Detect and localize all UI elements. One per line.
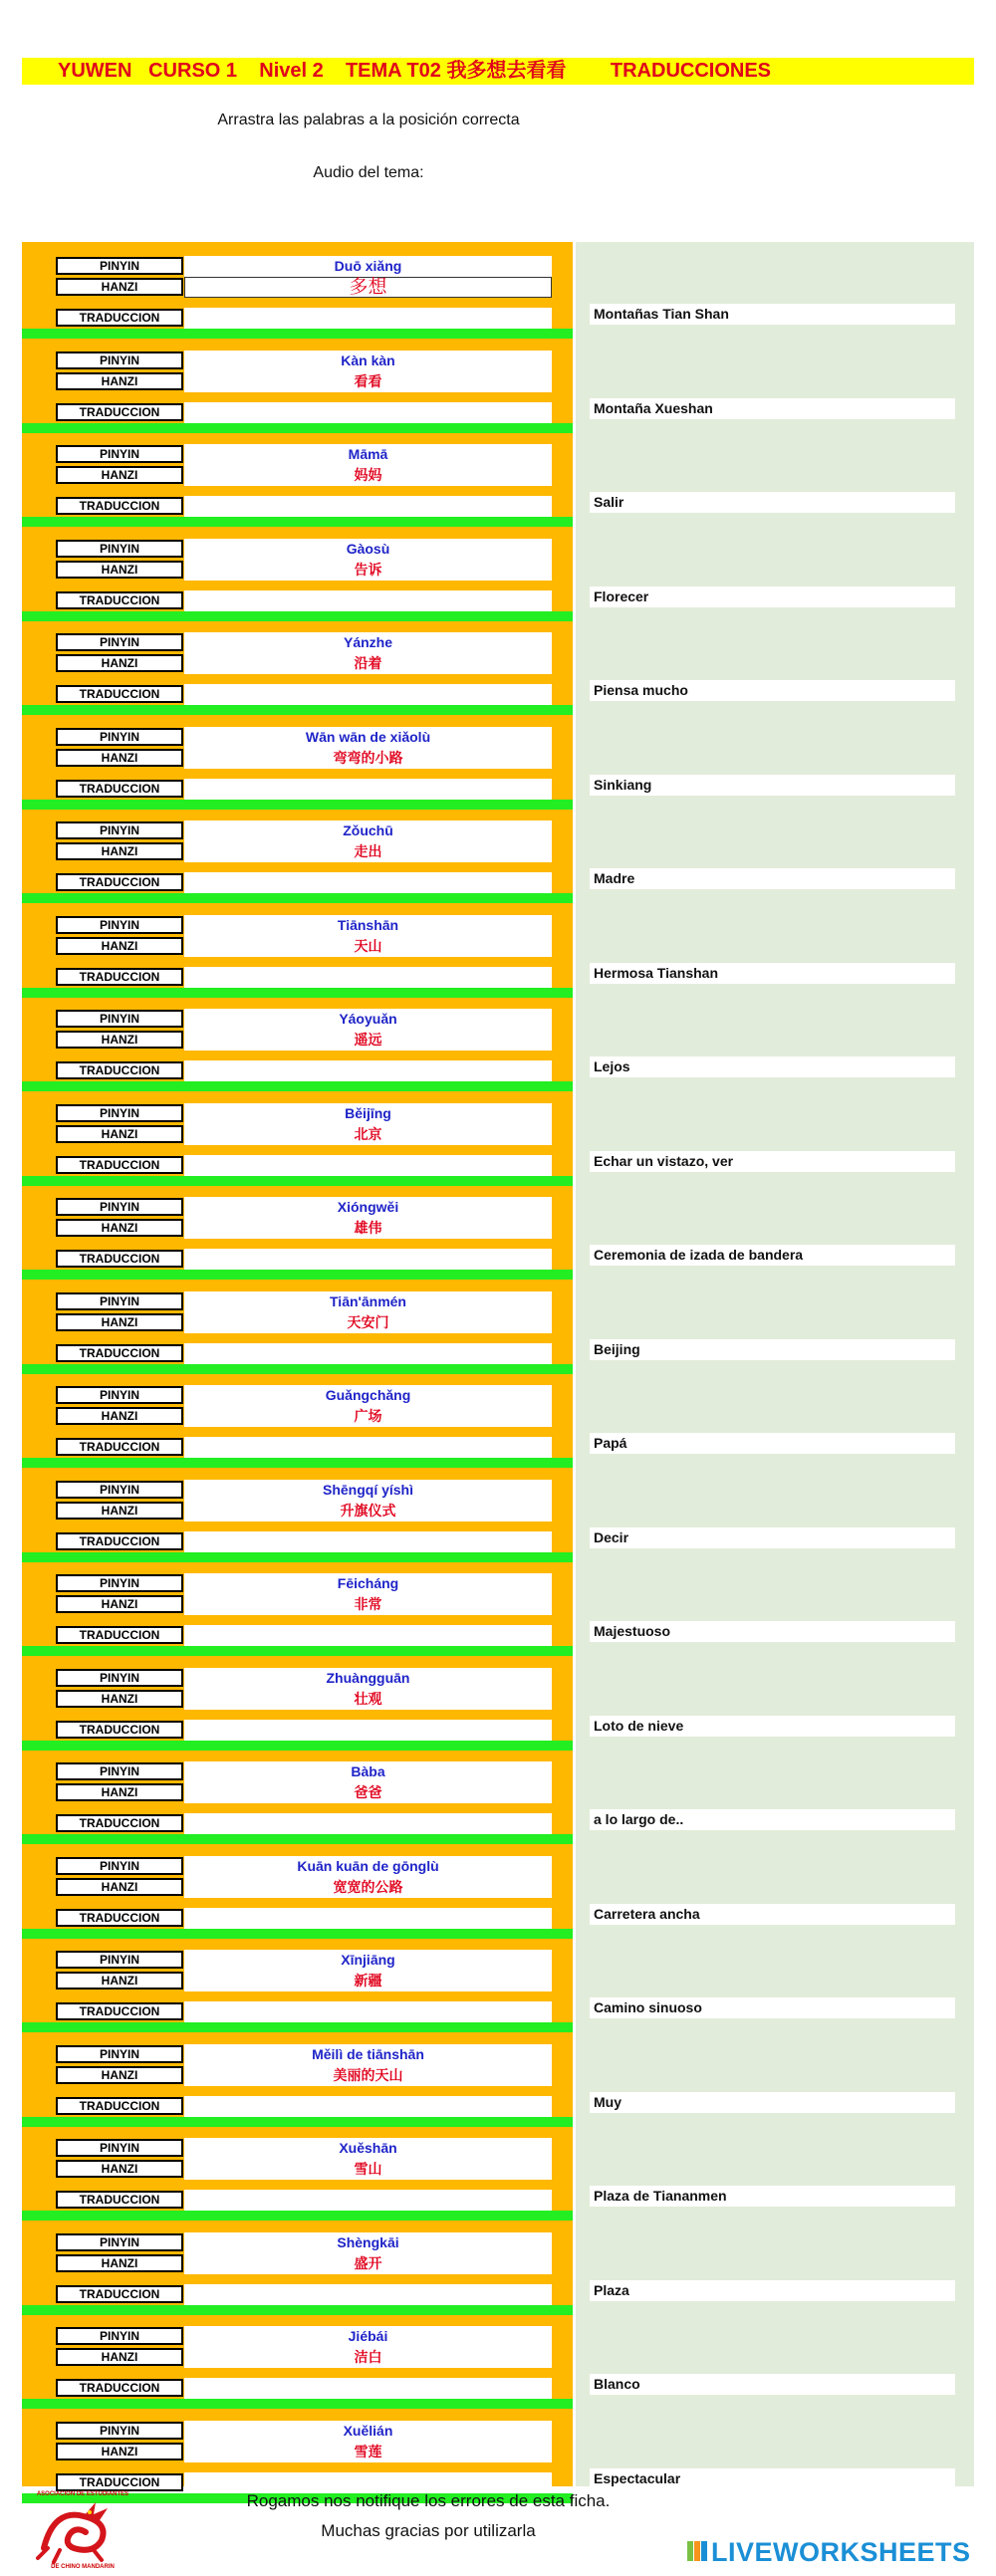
traduccion-label: TRADUCCION: [56, 497, 183, 515]
pinyin-value: Māmā: [184, 444, 552, 465]
pinyin-label: PINYIN: [56, 2139, 183, 2157]
hanzi-label: HANZI: [56, 2160, 183, 2178]
row-divider: [22, 1270, 573, 1280]
hanzi-label: HANZI: [56, 2066, 183, 2084]
hanzi-label: HANZI: [56, 2254, 183, 2272]
traduccion-label: TRADUCCION: [56, 1061, 183, 1079]
row-divider: [22, 1646, 573, 1656]
pinyin-label: PINYIN: [56, 633, 183, 651]
hanzi-value: 天山: [184, 936, 552, 957]
pinyin-value: Yáoyuǎn: [184, 1009, 552, 1030]
row-divider: [22, 1741, 573, 1751]
traduccion-label: TRADUCCION: [56, 1250, 183, 1268]
translation-tile[interactable]: Montañas Tian Shan: [590, 304, 955, 325]
hanzi-label: HANZI: [56, 1031, 183, 1049]
row-divider: [22, 2117, 573, 2127]
row-divider: [22, 800, 573, 810]
pinyin-value: Xuělián: [184, 2421, 552, 2442]
translation-tile[interactable]: Ceremonia de izada de bandera: [590, 1245, 955, 1266]
pinyin-value: Shēngqí yíshì: [184, 1480, 552, 1501]
pinyin-value: Zǒuchū: [184, 820, 552, 841]
pinyin-label: PINYIN: [56, 2233, 183, 2251]
hanzi-value: 北京: [184, 1124, 552, 1145]
row-divider: [22, 1364, 573, 1374]
translation-tile[interactable]: a lo largo de..: [590, 1809, 955, 1830]
translation-drop-slot[interactable]: [184, 590, 552, 611]
translation-drop-slot[interactable]: [184, 1060, 552, 1081]
hanzi-value: 升旗仪式: [184, 1501, 552, 1522]
translation-drop-slot[interactable]: [184, 1437, 552, 1458]
hanzi-label: HANZI: [56, 1407, 183, 1425]
hanzi-value: 非常: [184, 1594, 552, 1615]
hanzi-value: 遥远: [184, 1030, 552, 1051]
hanzi-label: HANZI: [56, 1219, 183, 1237]
translation-tile[interactable]: Salir: [590, 492, 955, 513]
translation-drop-slot[interactable]: [184, 967, 552, 988]
traduccion-label: TRADUCCION: [56, 1626, 183, 1644]
translation-tile[interactable]: Carretera ancha: [590, 1904, 955, 1925]
pinyin-label: PINYIN: [56, 728, 183, 746]
hanzi-value: 走出: [184, 841, 552, 862]
dragon-logo-icon: [24, 2488, 141, 2570]
pinyin-label: PINYIN: [56, 1481, 183, 1499]
translation-drop-slot[interactable]: [184, 308, 552, 329]
translation-drop-slot[interactable]: [184, 1720, 552, 1741]
hanzi-value: 多想: [184, 277, 552, 298]
pinyin-value: Bàba: [184, 1761, 552, 1782]
row-divider: [22, 1458, 573, 1468]
translation-tile[interactable]: Hermosa Tianshan: [590, 963, 955, 984]
translation-tile[interactable]: Lejos: [590, 1056, 955, 1077]
hanzi-label: HANZI: [56, 937, 183, 955]
pinyin-label: PINYIN: [56, 1292, 183, 1310]
drag-instruction: Arrastra las palabras a la posición correcta: [217, 112, 520, 128]
hanzi-value: 新疆: [184, 1971, 552, 1991]
row-divider: [22, 2211, 573, 2221]
pinyin-label: PINYIN: [56, 2327, 183, 2345]
pinyin-value: Shèngkāi: [184, 2232, 552, 2253]
traduccion-label: TRADUCCION: [56, 2379, 183, 2397]
hanzi-label: HANZI: [56, 1313, 183, 1331]
hanzi-value: 盛开: [184, 2253, 552, 2274]
translation-drop-slot[interactable]: [184, 2190, 552, 2211]
pinyin-value: Kàn kàn: [184, 351, 552, 371]
translation-drop-slot[interactable]: [184, 1625, 552, 1646]
traduccion-label: TRADUCCION: [56, 2191, 183, 2209]
hanzi-value: 广场: [184, 1406, 552, 1427]
footer-thanks: Muchas gracias por utilizarla: [321, 2521, 536, 2540]
liveworksheets-brand: LIVEWORKSHEETS: [711, 2537, 971, 2567]
translation-drop-slot[interactable]: [184, 2472, 552, 2493]
pinyin-label: PINYIN: [56, 916, 183, 934]
pinyin-label: PINYIN: [56, 1951, 183, 1969]
hanzi-label: HANZI: [56, 372, 183, 390]
pinyin-label: PINYIN: [56, 2045, 183, 2063]
pinyin-value: Wān wān de xiǎolù: [184, 727, 552, 748]
pinyin-label: PINYIN: [56, 1386, 183, 1404]
pinyin-value: Tiān'ānmén: [184, 1291, 552, 1312]
hanzi-label: HANZI: [56, 1595, 183, 1613]
hanzi-label: HANZI: [56, 1125, 183, 1143]
hanzi-label: HANZI: [56, 466, 183, 484]
hanzi-label: HANZI: [56, 1878, 183, 1896]
translation-drop-slot[interactable]: [184, 779, 552, 800]
row-divider: [22, 1176, 573, 1186]
pinyin-value: Běijīng: [184, 1103, 552, 1124]
pinyin-label: PINYIN: [56, 1010, 183, 1028]
pinyin-label: PINYIN: [56, 1857, 183, 1875]
translation-drop-slot[interactable]: [184, 2096, 552, 2117]
translation-tile[interactable]: Beijing: [590, 1339, 955, 1360]
row-divider: [22, 517, 573, 527]
hanzi-value: 爸爸: [184, 1782, 552, 1803]
traduccion-label: TRADUCCION: [56, 1721, 183, 1739]
traduccion-label: TRADUCCION: [56, 1344, 183, 1362]
traduccion-label: TRADUCCION: [56, 1909, 183, 1927]
hanzi-value: 美丽的天山: [184, 2065, 552, 2086]
row-divider: [22, 2399, 573, 2409]
hanzi-value: 弯弯的小路: [184, 748, 552, 769]
translation-tile[interactable]: Madre: [590, 868, 955, 889]
translation-drop-slot[interactable]: [184, 2001, 552, 2022]
traduccion-label: TRADUCCION: [56, 2285, 183, 2303]
row-divider: [22, 1834, 573, 1844]
traduccion-label: TRADUCCION: [56, 1156, 183, 1174]
hanzi-label: HANZI: [56, 561, 183, 579]
translation-drop-slot[interactable]: [184, 1908, 552, 1929]
hanzi-value: 壮观: [184, 1689, 552, 1710]
pinyin-label: PINYIN: [56, 540, 183, 558]
translation-drop-slot[interactable]: [184, 684, 552, 705]
org-name-bottom: DE CHINO MANDARIN: [51, 2564, 115, 2570]
pinyin-label: PINYIN: [56, 257, 183, 275]
row-divider: [22, 2022, 573, 2032]
traduccion-label: TRADUCCION: [56, 780, 183, 798]
translation-tile[interactable]: Plaza: [590, 2280, 955, 2301]
translation-tile[interactable]: Decir: [590, 1527, 955, 1548]
pinyin-label: PINYIN: [56, 821, 183, 839]
pinyin-value: Měilì de tiānshān: [184, 2044, 552, 2065]
traduccion-label: TRADUCCION: [56, 968, 183, 986]
liveworksheets-logo-icon: [687, 2539, 707, 2563]
translation-drop-slot[interactable]: [184, 496, 552, 517]
translation-tile[interactable]: Muy: [590, 2092, 955, 2113]
row-divider: [22, 2305, 573, 2315]
hanzi-label: HANZI: [56, 842, 183, 860]
pinyin-value: Xuěshān: [184, 2138, 552, 2159]
translation-drop-slot[interactable]: [184, 1531, 552, 1552]
hanzi-label: HANZI: [56, 1502, 183, 1520]
hanzi-value: 雪山: [184, 2159, 552, 2180]
translation-tile[interactable]: Majestuoso: [590, 1621, 955, 1642]
pinyin-value: Zhuàngguān: [184, 1668, 552, 1689]
hanzi-value: 沿着: [184, 653, 552, 674]
row-divider: [22, 423, 573, 433]
traduccion-label: TRADUCCION: [56, 591, 183, 609]
pinyin-value: Kuān kuān de gōnglù: [184, 1856, 552, 1877]
pinyin-value: Guǎngchǎng: [184, 1385, 552, 1406]
pinyin-value: Yánzhe: [184, 632, 552, 653]
hanzi-value: 妈妈: [184, 465, 552, 486]
hanzi-value: 雪莲: [184, 2442, 552, 2462]
audio-label: Audio del tema:: [313, 164, 424, 181]
translation-tile[interactable]: Piensa mucho: [590, 680, 955, 701]
org-name-top: ASOCIACION DE ESTUDIANTES: [36, 2491, 129, 2497]
translation-tile[interactable]: Florecer: [590, 586, 955, 607]
hanzi-label: HANZI: [56, 2443, 183, 2460]
translation-drop-slot[interactable]: [184, 1249, 552, 1270]
translation-tile[interactable]: Sinkiang: [590, 775, 955, 796]
translation-drop-slot[interactable]: [184, 1343, 552, 1364]
row-divider: [22, 705, 573, 715]
translation-tile[interactable]: Plaza de Tiananmen: [590, 2186, 955, 2207]
pinyin-value: Jiébái: [184, 2326, 552, 2347]
header-title: YUWEN CURSO 1 Nivel 2 TEMA T02 我多想去看看 TRADUCCIONES: [22, 58, 974, 85]
row-divider: [22, 329, 573, 339]
pinyin-label: PINYIN: [56, 2422, 183, 2440]
traduccion-label: TRADUCCION: [56, 1532, 183, 1550]
traduccion-label: TRADUCCION: [56, 1438, 183, 1456]
hanzi-label: HANZI: [56, 749, 183, 767]
translation-drop-slot[interactable]: [184, 872, 552, 893]
hanzi-label: HANZI: [56, 2348, 183, 2366]
translation-tile[interactable]: Papá: [590, 1433, 955, 1454]
pinyin-value: Xióngwěi: [184, 1197, 552, 1218]
hanzi-label: HANZI: [56, 1972, 183, 1990]
hanzi-value: 洁白: [184, 2347, 552, 2368]
traduccion-label: TRADUCCION: [56, 1814, 183, 1832]
pinyin-label: PINYIN: [56, 1198, 183, 1216]
pinyin-label: PINYIN: [56, 1574, 183, 1592]
pinyin-label: PINYIN: [56, 351, 183, 369]
translation-tile[interactable]: Echar un vistazo, ver: [590, 1151, 955, 1172]
hanzi-value: 雄伟: [184, 1218, 552, 1239]
traduccion-label: TRADUCCION: [56, 403, 183, 421]
translation-tile[interactable]: Blanco: [590, 2374, 955, 2395]
hanzi-label: HANZI: [56, 1690, 183, 1708]
row-divider: [22, 1081, 573, 1091]
pinyin-value: Xīnjiāng: [184, 1950, 552, 1971]
footer-notice: Rogamos nos notifique los errores de esta ficha.: [246, 2491, 611, 2510]
pinyin-value: Gàosù: [184, 539, 552, 560]
hanzi-value: 告诉: [184, 560, 552, 581]
row-divider: [22, 611, 573, 621]
hanzi-value: 天安门: [184, 1312, 552, 1333]
pinyin-value: Tiānshān: [184, 915, 552, 936]
traduccion-label: TRADUCCION: [56, 873, 183, 891]
translation-drop-slot[interactable]: [184, 2284, 552, 2305]
translation-tile[interactable]: Camino sinuoso: [590, 1997, 955, 2018]
hanzi-value: 宽宽的公路: [184, 1877, 552, 1898]
hanzi-label: HANZI: [56, 654, 183, 672]
hanzi-label: HANZI: [56, 1783, 183, 1801]
row-divider: [22, 893, 573, 903]
translation-tile[interactable]: Loto de nieve: [590, 1716, 955, 1737]
hanzi-value: 看看: [184, 371, 552, 392]
traduccion-label: TRADUCCION: [56, 2473, 183, 2491]
pinyin-label: PINYIN: [56, 1669, 183, 1687]
traduccion-label: TRADUCCION: [56, 2097, 183, 2115]
row-divider: [22, 1929, 573, 1939]
translation-drop-slot[interactable]: [184, 402, 552, 423]
pinyin-value: Duō xiǎng: [184, 256, 552, 277]
translation-tile[interactable]: Espectacular: [590, 2468, 955, 2489]
traduccion-label: TRADUCCION: [56, 309, 183, 327]
traduccion-label: TRADUCCION: [56, 2002, 183, 2020]
pinyin-label: PINYIN: [56, 445, 183, 463]
row-divider: [22, 988, 573, 998]
row-divider: [22, 1552, 573, 1562]
pinyin-value: Fēicháng: [184, 1573, 552, 1594]
liveworksheets-logo[interactable]: [687, 2537, 986, 2567]
pinyin-label: PINYIN: [56, 1762, 183, 1780]
hanzi-label: HANZI: [56, 278, 183, 296]
translation-tile[interactable]: Montaña Xueshan: [590, 398, 955, 419]
translation-drop-slot[interactable]: [184, 1155, 552, 1176]
translation-drop-slot[interactable]: [184, 1813, 552, 1834]
word-grid-panel: [22, 242, 573, 2489]
translation-tiles-panel: [576, 242, 974, 2486]
translation-drop-slot[interactable]: [184, 2378, 552, 2399]
traduccion-label: TRADUCCION: [56, 685, 183, 703]
pinyin-label: PINYIN: [56, 1104, 183, 1122]
